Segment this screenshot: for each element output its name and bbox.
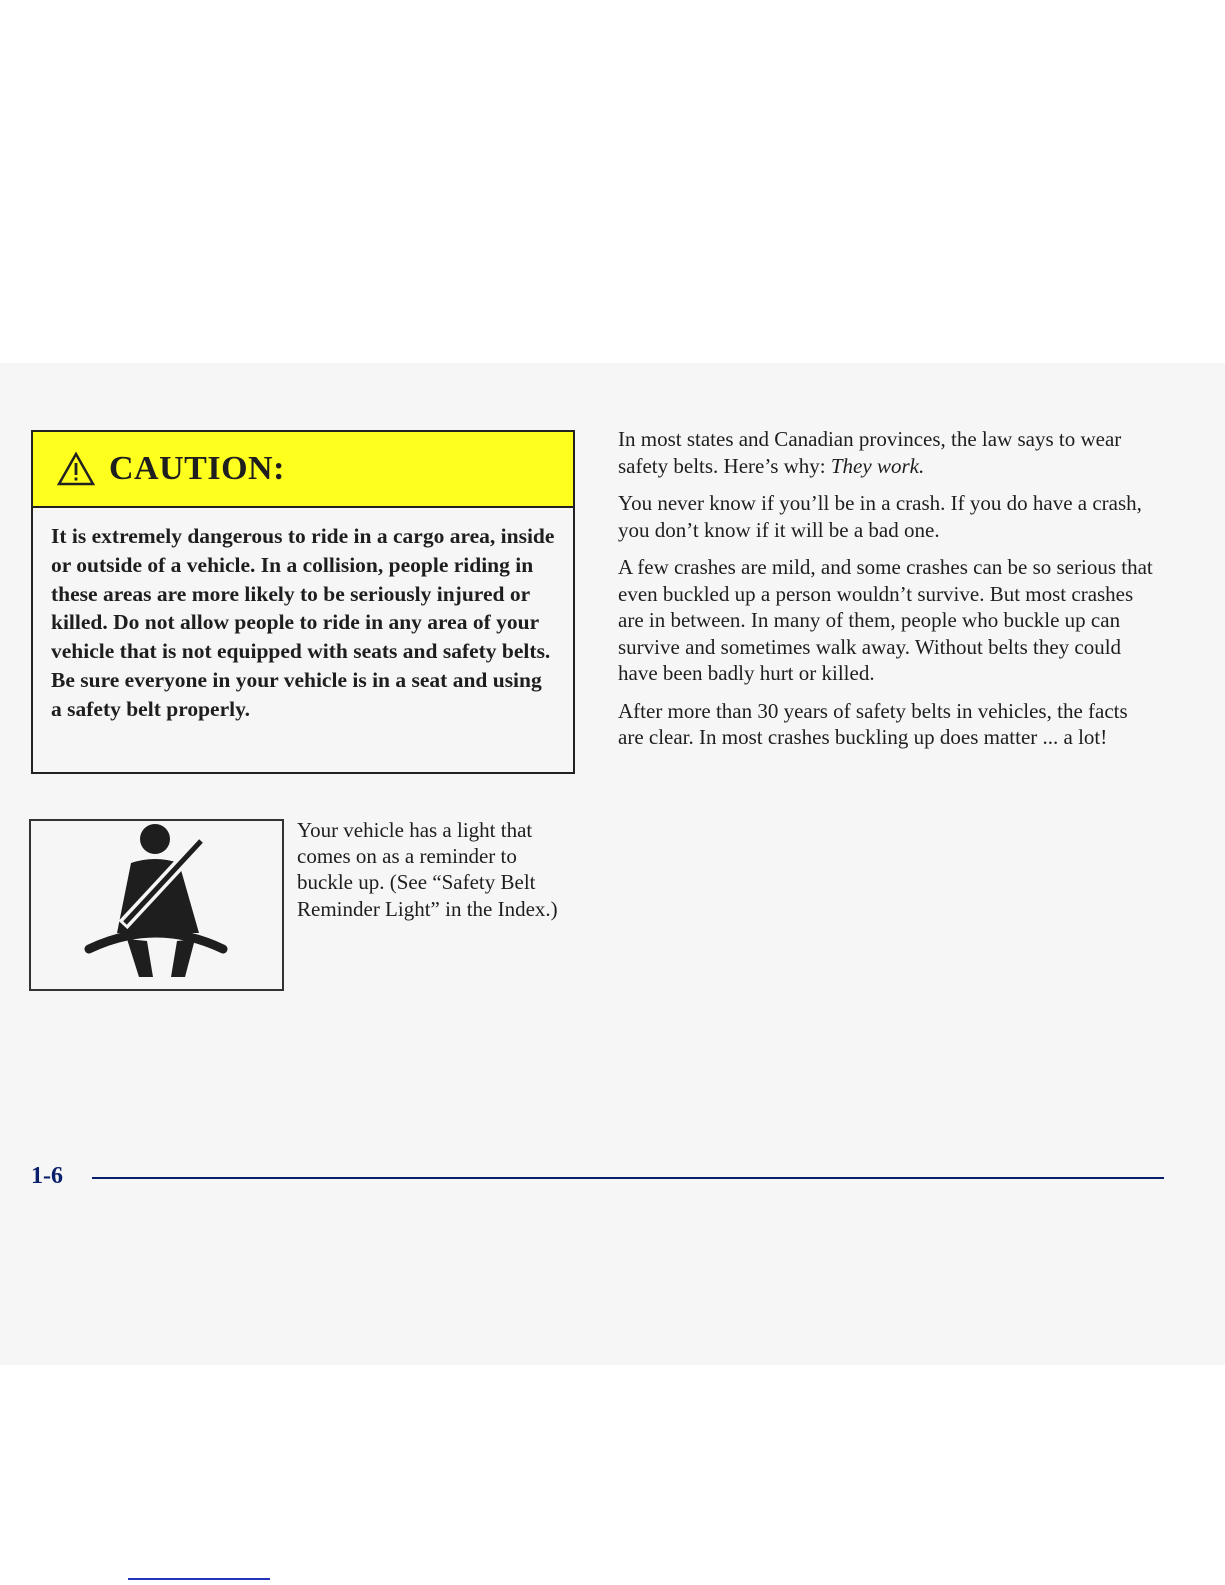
safety-belt-text	[618, 426, 1158, 762]
footer-rule	[92, 1177, 1164, 1179]
paragraph-mild-crashes: A few crashes are mild, and some crashes can be so serious that even buckled up a person wouldn’t survive. But most crashes are in between. In many of them, people who buckle up can survive and sometimes walk away. Without belts they could have been badly hurt or killed.	[618, 555, 1153, 685]
bottom-link-rule	[128, 1578, 270, 1580]
reminder-text: Your vehicle has a light that comes on as a reminder to buckle up. (See “Safety Belt Reminder Light” in the Index.)	[297, 818, 558, 921]
reminder-icon-box	[29, 819, 284, 991]
caution-body: It is extremely dangerous to ride in a cargo area, inside or outside of a vehicle. In a collision, people riding in these areas are more likely to be seriously injured or killed. Do not allow people to ride in any area of your vehicle that is not equipped with seats and safety belts. Be sure everyone in your vehicle is in a seat and using a safety belt properly.	[51, 524, 555, 721]
caution-box	[31, 430, 575, 774]
paragraph-law: In most states and Canadian provinces, the law says to wear safety belts. Here’s why: They work.	[618, 427, 1122, 478]
safety-belt-reminder-icon	[31, 821, 282, 989]
paragraph-facts: After more than 30 years of safety belts in vehicles, the facts are clear. In most crashes buckling up does matter ... a lot!	[618, 698, 1128, 749]
paragraph-crash: You never know if you’ll be in a crash. If you do have a crash, you don’t know if it will be a bad one.	[618, 491, 1142, 542]
caution-header	[33, 432, 573, 508]
page-number: 1-6	[31, 1163, 63, 1189]
caution-title: CAUTION:	[109, 450, 285, 487]
warning-triangle-icon	[57, 452, 95, 486]
emphasis-they-work: They work.	[830, 453, 925, 478]
